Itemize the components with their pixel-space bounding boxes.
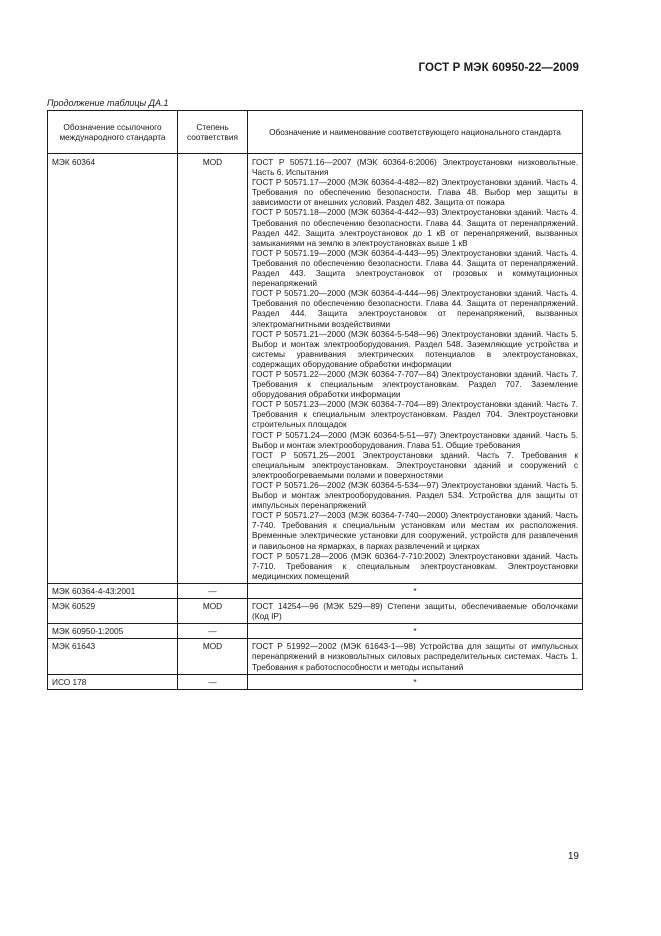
footnote-marker: *: [248, 583, 583, 598]
standard-entry: ГОСТ Р 50571.21—2000 (МЭК 60364-5-548—96) Электроустановки зданий. Часть 5. Выбор и монтаж электрооборудования. Раздел 548. Заземляющие устройства и системы уравнивания электрических потенциалов в электроустановках, содержащих оборудование обработки информации: [252, 328, 578, 369]
reference-cell: МЭК 60364-4-43:2001: [48, 583, 178, 598]
footnote-marker: *: [248, 624, 583, 639]
column-header-reference: Обозначение ссылочного международного стандарта: [48, 111, 178, 154]
document-header: ГОСТ Р МЭК 60950-22—2009: [418, 62, 579, 74]
page-number: 19: [567, 851, 579, 862]
standard-entry: ГОСТ Р 50571.16—2007 (МЭК 60364-6:2006) Электроустановки низковольтные. Часть 6. Испытания: [252, 157, 578, 178]
table-row: [48, 624, 583, 639]
national-standard-cell: ГОСТ 14254—96 (МЭК 529—89) Степени защиты, обеспечиваемые оболочками (Код IP): [248, 599, 583, 624]
reference-cell: МЭК 61643: [48, 639, 178, 674]
national-standard-cell: ГОСТ Р 51992—2002 (МЭК 61643-1—98) Устройства для защиты от импульсных перенапряжений в низковольтных силовых распределительных системах. Часть 1. Требования к работоспособности и методы испытаний: [248, 639, 583, 674]
standard-entry: ГОСТ Р 50571.20—2000 (МЭК 60364-4-444—96) Электроустановки зданий. Часть 4. Требования по обеспечению безопасности. Глава 44. Защита от перенапряжений. Раздел 444. Защита электроустановок от перенапряжений, вызванных электромагнитными воздействиями: [252, 288, 578, 329]
standard-entry: ГОСТ Р 50571.25—2001 Электроустановки зданий. Часть 7. Требования к специальным электроустановкам. Электроустановки зданий и сооружений с электрообогреваемыми полами и поверхностями: [252, 449, 578, 480]
table-header-row: [48, 111, 583, 154]
standard-entry: ГОСТ Р 50571.27—2003 (МЭК 60364-7-740—2000) Электроустановки зданий. Часть 7-740. Требования к специальным установкам или местам их расположения. Временные электрические установки для сооружений, устройств для развлечения и павильонов на ярмарках, в парках развлечений и цирках: [252, 510, 578, 551]
table-row: [48, 674, 583, 689]
standard-entry: ГОСТ Р 50571.24—2000 (МЭК 60364-5-51—97) Электроустановки зданий. Часть 5. Выбор и монтаж электрооборудования. Глава 51. Общие требования: [252, 429, 578, 450]
table-row: [48, 639, 583, 674]
degree-cell: —: [178, 624, 248, 639]
footnote-marker: *: [248, 674, 583, 689]
table-row: [48, 599, 583, 624]
table-row: [48, 583, 583, 598]
standards-table: [47, 110, 583, 690]
degree-cell: —: [178, 583, 248, 598]
degree-cell: MOD: [178, 639, 248, 674]
standard-entry: ГОСТ Р 50571.22—2000 (МЭК 60364-7-707—84) Электроустановки зданий. Часть 7. Требования к специальным электроустановкам. Раздел 707. Заземление оборудования обработки информации: [252, 368, 578, 400]
standard-entry: ГОСТ Р 50571.28—2006 (МЭК 60364-7-710:2002) Электроустановки зданий. Часть 7-710. Требования к специальным электроустановкам. Электроустановки медицинских помещений: [252, 550, 578, 581]
column-header-national: Обозначение и наименование соответствующего национального стандарта: [248, 111, 583, 154]
standard-entry: ГОСТ Р 50571.19—2000 (МЭК 60364-4-443—95) Электроустановки зданий. Часть 4. Требования по обеспечению безопасности. Глава 44. Защита от перенапряжений. Раздел 443. Защита электроустановок от грозовых и коммутационных перенапряжений: [252, 247, 578, 289]
degree-cell: —: [178, 674, 248, 689]
standard-entry: ГОСТ Р 50571.23—2000 (МЭК 60364-7-704—89) Электроустановки зданий. Часть 7. Требования к специальным электроустановкам. Раздел 704. Электроустановки строительных площадок: [252, 399, 578, 430]
reference-cell: МЭК 60950-1:2005: [48, 624, 178, 639]
reference-cell: МЭК 60364: [48, 154, 178, 584]
standard-entry: ГОСТ Р 50571.18—2000 (МЭК 60364-4-442—93) Электроустановки зданий. Часть 4. Требования по обеспечению безопасности. Глава 44. Защита от перенапряжений. Раздел 442. Защита электроустановок до 1 кВ от перенапряжений, вызванных замыканиями на землю в электроустановках выше 1 кВ: [252, 207, 578, 248]
reference-cell: МЭК 60529: [48, 599, 178, 624]
table-row: [48, 154, 583, 584]
standard-entry: ГОСТ Р 50571.17—2000 (МЭК 60364-4-482—82) Электроустановки зданий. Часть 4. Требования по обеспечению безопасности. Глава 48. Выбор мер защиты в зависимости от внешних условий. Раздел 482. Защита от пожара: [252, 177, 578, 208]
table-caption: Продолжение таблицы ДА.1: [47, 98, 169, 108]
national-standard-cell: [248, 154, 583, 584]
degree-cell: MOD: [178, 154, 248, 584]
column-header-degree: Степень соответствия: [178, 111, 248, 154]
reference-cell: ИСО 178: [48, 674, 178, 689]
degree-cell: MOD: [178, 599, 248, 624]
standard-entry: ГОСТ Р 50571.26—2002 (МЭК 60364-5-534—97) Электроустановки зданий. Часть 5. Выбор и монтаж электрооборудования. Раздел 534. Устройства для защиты от импульсных перенапряжений: [252, 480, 578, 511]
